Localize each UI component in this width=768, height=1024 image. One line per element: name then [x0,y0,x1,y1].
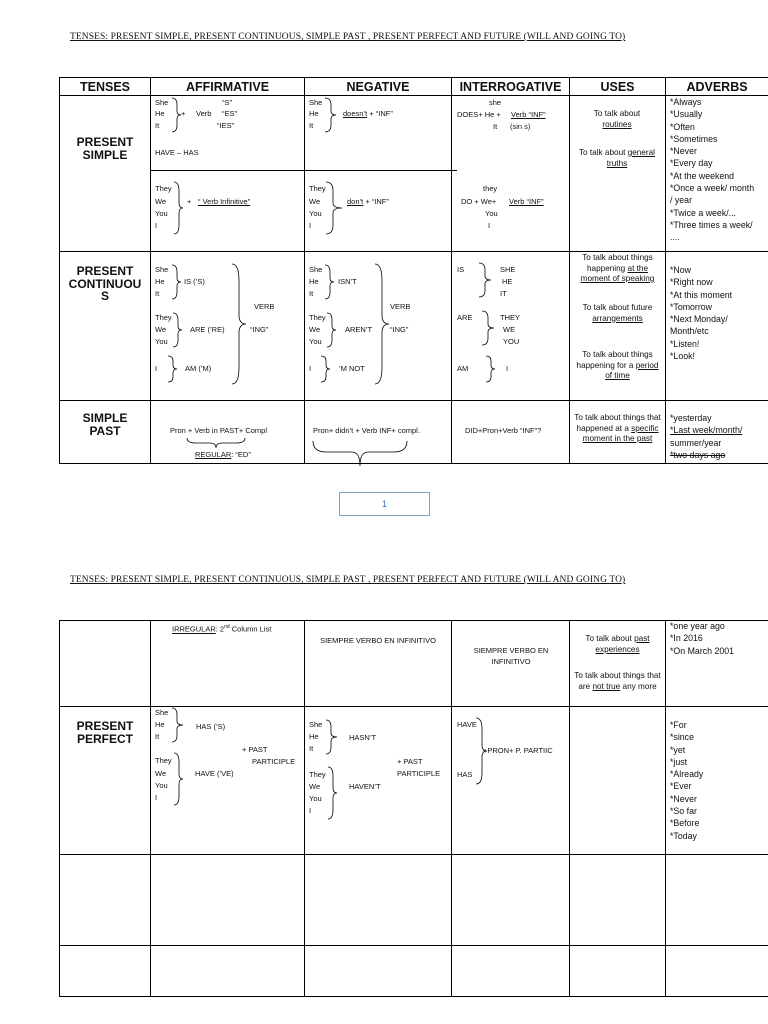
pronoun: We [155,769,167,778]
participle-label: PARTICIPLE [397,769,441,778]
pronoun: We [155,325,167,334]
int-pronoun: IT [500,289,507,298]
be-arent: AREN’T [345,325,373,334]
right-brace-icon [480,310,496,346]
sin-s-note: (sin s) [510,122,531,131]
pronoun: It [309,121,314,130]
pronoun: She [155,265,169,274]
adverbs-present-simple: *Always *Usually *Often *Sometimes *Never *Every day *At the weekend *Once a week/ month / year *Twice a week/... *Three times a week/ .... [670,97,755,243]
row-label-present-perfect: PRESENT PERFECT [76,719,134,746]
right-brace-icon [170,264,182,300]
ing-ending: “ING” [250,325,269,334]
right-brace-icon [324,181,344,235]
right-brace-icon [373,263,391,385]
int-pronoun: HE [502,277,513,286]
pronoun: They [309,770,326,779]
pronoun: You [309,794,322,803]
right-brace-icon [324,719,338,755]
int-pronoun: THEY [500,313,521,322]
interrogative-structure: DID+Pron+Verb “INF”? [465,426,542,435]
pronoun: It [309,744,314,753]
right-brace-icon [230,263,248,385]
be-isnt: ISN’T [338,277,357,286]
use-past-experiences: To talk about past experiences [585,634,650,654]
pronoun: It [155,289,160,298]
negative-infinitive-note: SIEMPRE VERBO EN INFINITIVO [320,636,436,645]
adverbs-past-continuation: *one year ago *In 2016 *On March 2001 [670,621,735,656]
right-brace-icon [323,264,335,300]
pronoun: It [155,121,160,130]
verb-label: VERB [390,302,411,311]
document-title: TENSES: PRESENT SIMPLE, PRESENT CONTINUOUS, SIMPLE PAST , PRESENT PERFECT AND FUTURE (WILL AND GOING TO) [70,575,626,585]
pronoun: We [309,325,321,334]
pronoun: I [309,806,312,815]
negative-aux: doesn’t + “INF” [343,109,393,118]
use-future-arrangements: To talk about future arrangements [582,303,653,323]
pronoun: You [309,337,322,346]
right-brace-icon [326,766,338,820]
use-general-truths: To talk about general truths [578,148,656,168]
pronoun: He [309,277,319,286]
pronoun: They [155,313,172,322]
do-aux: DO + We+ [461,197,497,206]
plus-sign: + [181,109,186,118]
right-brace-icon [323,97,337,133]
pronoun: They [309,313,326,322]
pronoun: She [309,98,323,107]
pronoun: I [309,364,312,373]
pronoun: We [309,197,321,206]
aux-have: HAVE (’VE) [195,769,234,778]
use-not-true-anymore: To talk about things that are not true any more [574,671,661,691]
affirmative-structure: Pron + Verb in PAST+ Compl [170,426,267,435]
int-pronoun: SHE [500,265,516,274]
pronoun: It [309,289,314,298]
be-m-not: ’M NOT [339,364,365,373]
does-aux: DOES+ He + [457,110,501,119]
down-brace-icon [312,440,408,468]
regular-note: REGULAR: “ED” [195,450,251,459]
verb-inf: Verb “INF” [511,110,546,119]
right-brace-icon [171,312,183,348]
aux-has: HAS (’S) [196,722,226,731]
pronoun: They [155,184,172,193]
pronoun: He [309,109,319,118]
aux-have-question: HAVE [457,720,477,729]
pronoun: She [155,98,169,107]
pronoun: He [309,732,319,741]
be-are: ARE (’RE) [190,325,225,334]
header-interrogative: INTERROGATIVE [459,80,562,94]
adverbs-present-perfect: *For *since *yet *just *Already *Ever *Never *So far *Before *Today [670,720,704,841]
pronoun: You [155,337,168,346]
ending-s: “S” [222,98,232,107]
document-title: TENSES: PRESENT SIMPLE, PRESENT CONTINUOUS, SIMPLE PAST , PRESENT PERFECT AND FUTURE (WILL AND GOING TO) [70,32,626,42]
header-negative: NEGATIVE [346,80,410,94]
pronoun: We [309,782,321,791]
right-brace-icon [172,181,184,235]
pronoun: It [155,732,160,741]
negative-aux: don’t + “INF” [347,197,389,206]
have-has-note: HAVE – HAS [155,148,199,157]
right-brace-icon [166,355,178,383]
row-label-present-simple: PRESENT SIMPLE [76,135,134,162]
plus-sign: + [187,197,192,206]
header-affirmative: AFFIRMATIVE [185,80,270,94]
pron-participle: +PRON+ P. PARTIIC [483,746,553,755]
int-pronoun: I [488,221,491,230]
int-pronoun: she [489,98,502,107]
pronoun: We [155,197,167,206]
pronoun: You [309,209,322,218]
aux-hasnt: HASN’T [349,733,377,742]
be-am-question: AM [457,364,469,373]
verb-inf: Verb “INF” [509,197,544,206]
be-is: IS (’S) [184,277,205,286]
header-tenses: TENSES [79,80,130,94]
interrogative-infinitive-note: SIEMPRE VERBO EN INFINITIVO [473,646,549,666]
verb-infinitive: “ Verb Infinitive” [198,197,251,206]
right-brace-icon [484,355,496,383]
pronoun: He [155,277,165,286]
pronoun: I [155,364,158,373]
int-pronoun: they [483,184,498,193]
int-pronoun: It [493,122,498,131]
adverbs-present-continuous: *Now *Right now *At this moment *Tomorrow *Next Monday/ Month/etc *Listen! *Look! [670,265,733,362]
right-brace-icon [325,312,337,348]
pronoun: She [309,265,323,274]
pronoun: They [155,756,172,765]
pronoun: He [155,109,165,118]
ending-es: “ES” [222,109,237,118]
use-specific-moment: To talk about things that happened at a specific moment in the past [574,413,661,443]
right-brace-icon [172,752,184,806]
past-label: + PAST [397,757,423,766]
verb-label: Verb [196,109,212,118]
row-label-present-continuous: PRESENT CONTINUOU S [68,264,142,303]
be-is-question: IS [457,265,465,274]
int-pronoun: WE [503,325,516,334]
header-uses: USES [600,80,635,94]
ing-ending: “ING” [390,325,409,334]
use-moment-of-speaking: To talk about things happening at the moment of speaking [580,253,655,283]
page-number-box: 1 [339,492,430,516]
use-period-of-time: To talk about things happening for a period of time [576,350,659,380]
aux-has-question: HAS [457,770,473,779]
down-brace-icon [186,437,246,449]
participle-label: PARTICIPLE [252,757,296,766]
negative-structure: Pron+ didn’t + Verb INF+ compl. [313,426,420,435]
right-brace-icon [319,355,331,383]
right-brace-icon [477,262,493,298]
row-label-simple-past: SIMPLE PAST [82,411,128,438]
pronoun: She [309,720,323,729]
pronoun: She [155,708,169,717]
int-pronoun: I [506,364,509,373]
pronoun: You [155,781,168,790]
adverbs-simple-past: *yesterday *Last week/month/ summer/year *two days ago [670,413,743,460]
header-adverbs: ADVERBS [686,80,748,94]
int-pronoun: YOU [503,337,520,346]
pronoun: I [155,793,158,802]
pronoun: I [155,221,158,230]
pronoun: You [155,209,168,218]
be-are-question: ARE [457,313,473,322]
int-pronoun: You [485,209,498,218]
past-label: + PAST [242,745,268,754]
pronoun: He [155,720,165,729]
be-am: AM (’M) [185,364,212,373]
right-brace-icon [170,707,184,743]
use-routines: To talk about routines [593,109,641,129]
aux-havent: HAVEN’T [349,782,381,791]
pronoun: They [309,184,326,193]
ending-ies: “IES” [217,121,235,130]
irregular-note: IRREGULAR: 2nd Column List [172,624,272,634]
verb-label: VERB [254,302,275,311]
pronoun: I [309,221,312,230]
